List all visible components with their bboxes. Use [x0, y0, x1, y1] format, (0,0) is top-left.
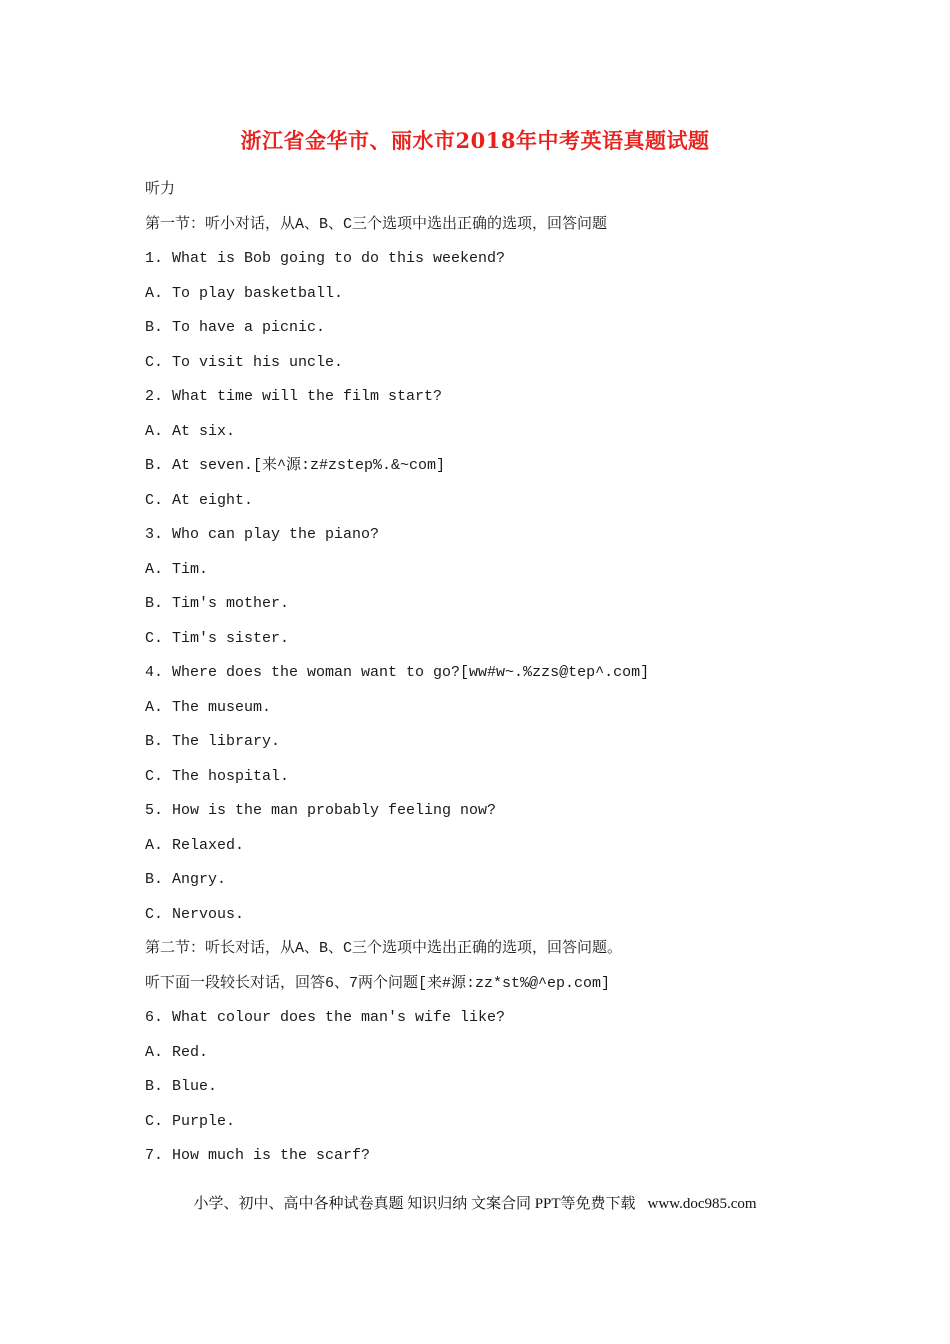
- question-2: 2. What time will the film start?: [145, 388, 443, 405]
- dialogue-instructions: 听下面一段较长对话，回答6、7两个问题[来#源:zz*st%@^ep.com]: [145, 974, 611, 992]
- question-3-option-c: C. Tim's sister.: [145, 629, 290, 647]
- question-3-option-a: A. Tim.: [145, 560, 209, 578]
- footer-url: www.doc985.com: [647, 1196, 757, 1212]
- section-two-instructions: 第二节：听长对话，从A、B、C三个选项中选出正确的选项，回答问题。: [145, 940, 623, 957]
- question-4: 4. Where does the woman want to go?[ww#w~.%zzs@tep^.com]: [145, 664, 650, 681]
- question-5-option-a: A. Relaxed.: [145, 836, 245, 854]
- question-6: 6. What colour does the man's wife like?: [145, 1009, 506, 1026]
- document-body: [145, 180, 845, 1181]
- question-6-option-c: C. Purple.: [145, 1112, 236, 1130]
- footer-text: 小学、初中、高中各种试卷真题 知识归纳 文案合同 PPT等免费下载: [193, 1196, 636, 1212]
- page-footer: [0, 1192, 950, 1213]
- question-6-option-b: B. Blue.: [145, 1078, 218, 1095]
- question-4-option-b: B. The library.: [145, 733, 281, 750]
- question-1-option-b: B. To have a picnic.: [145, 319, 326, 336]
- document-title: 浙江省金华市、丽水市2018年中考英语真题试题: [240, 128, 710, 153]
- question-5-option-b: B. Angry.: [145, 871, 227, 888]
- question-1-option-c: C. To visit his uncle.: [145, 353, 344, 371]
- question-3: 3. Who can play the piano?: [145, 526, 380, 543]
- question-6-option-a: A. Red.: [145, 1043, 209, 1061]
- section-one-instructions: 第一节：听小对话，从A、B、C三个选项中选出正确的选项，回答问题: [145, 215, 608, 233]
- question-1: 1. What is Bob going to do this weekend?: [145, 250, 506, 267]
- question-7: 7. How much is the scarf?: [145, 1147, 371, 1164]
- question-4-option-c: C. The hospital.: [145, 767, 290, 785]
- section-heading-listening: 听力: [145, 181, 176, 198]
- question-3-option-b: B. Tim's mother.: [145, 595, 290, 612]
- question-2-option-c: C. At eight.: [145, 491, 254, 509]
- question-2-option-b: B. At seven.[来^源:z#zstep%.&~com]: [145, 457, 446, 474]
- question-2-option-a: A. At six.: [145, 422, 236, 440]
- question-4-option-a: A. The museum.: [145, 698, 272, 716]
- question-5: 5. How is the man probably feeling now?: [145, 802, 497, 819]
- question-5-option-c: C. Nervous.: [145, 905, 245, 923]
- question-1-option-a: A. To play basketball.: [145, 284, 344, 302]
